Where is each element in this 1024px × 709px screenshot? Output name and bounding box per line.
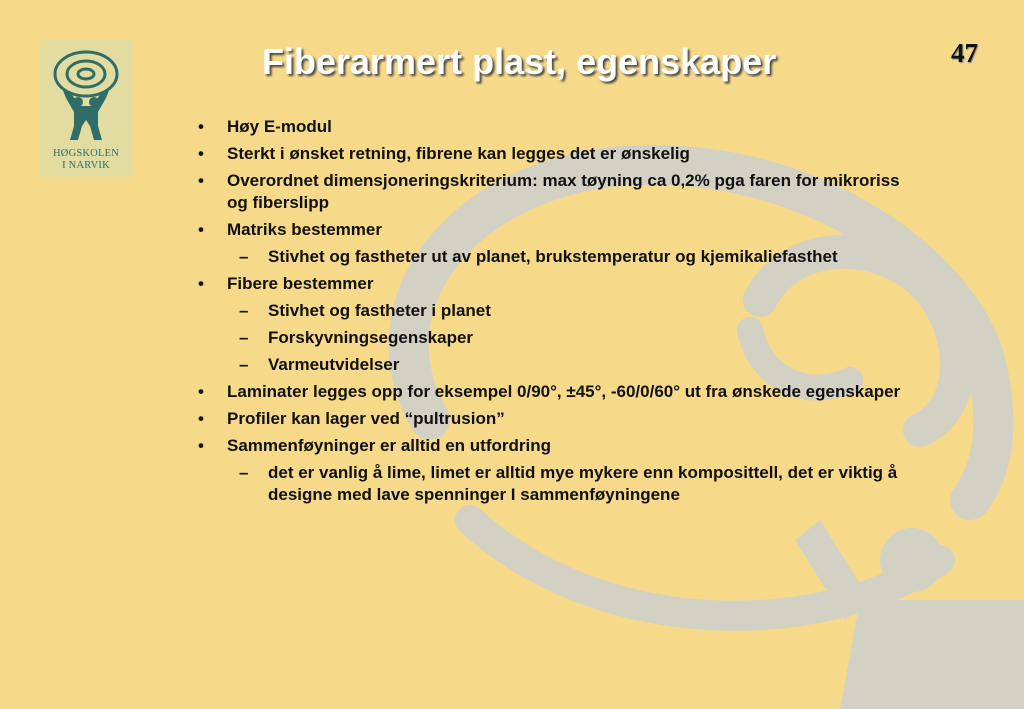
bullet-item [192, 143, 952, 165]
page-number: 47 [951, 38, 978, 68]
dash-marker: – [239, 355, 249, 374]
dash-marker: – [239, 247, 249, 266]
bullet-marker: • [198, 171, 204, 190]
bullet-text: Profiler kan lager ved “pultrusion” [227, 409, 505, 428]
bullet-item [192, 219, 952, 241]
bullet-text: Stivhet og fastheter i planet [268, 301, 491, 320]
bullet-text: Høy E-modul [227, 117, 332, 136]
bullet-marker: • [198, 436, 204, 455]
logo-text-line2: I NARVIK [62, 160, 110, 171]
bullet-marker: • [198, 220, 204, 239]
bullet-text: Laminater legges opp for eksempel 0/90°, ±45°, -60/0/60° ut fra ønskede egenskaper [227, 382, 901, 401]
bullet-list [192, 116, 952, 511]
sub-bullet-item [192, 300, 952, 322]
bullet-item [192, 408, 952, 430]
bullet-text: Sterkt i ønsket retning, fibrene kan legges det er ønskelig [227, 144, 690, 163]
bullet-item [192, 273, 952, 295]
sub-bullet-item [192, 246, 952, 268]
bullet-text: Varmeutvidelser [268, 355, 400, 374]
bullet-text: Fibere bestemmer [227, 274, 374, 293]
bullet-text: Matriks bestemmer [227, 220, 382, 239]
bullet-text: Forskyvningsegenskaper [268, 328, 474, 347]
bullet-marker: • [198, 144, 204, 163]
logo-text-line1: HØGSKOLEN [53, 148, 119, 159]
bullet-text: Sammenføyninger er alltid en utfordring [227, 436, 551, 455]
sub-bullet-item [192, 327, 952, 349]
sub-bullet-item [192, 354, 952, 376]
dash-marker: – [239, 328, 249, 347]
bullet-marker: • [198, 274, 204, 293]
bullet-item [192, 170, 952, 214]
bullet-item [192, 435, 952, 457]
bullet-text: Overordnet dimensjoneringskriterium: max tøyning ca 0,2% pga faren for mikroriss og fiberslipp [227, 171, 900, 212]
dash-marker: – [239, 301, 249, 320]
bullet-text: Stivhet og fastheter ut av planet, brukstemperatur og kjemikaliefasthet [268, 247, 838, 266]
bullet-marker: • [198, 382, 204, 401]
school-logo [40, 40, 132, 177]
bullet-item [192, 116, 952, 138]
dash-marker: – [239, 463, 249, 482]
bullet-marker: • [198, 409, 204, 428]
bullet-text: det er vanlig å lime, limet er alltid mye mykere enn komposittell, det er viktig å designe med lave spenninger I sammenføyningene [268, 463, 898, 504]
atlas-figure-icon [40, 40, 132, 148]
bullet-item [192, 381, 952, 403]
slide-title: Fiberarmert plast, egenskaper [262, 41, 777, 82]
bullet-marker: • [198, 117, 204, 136]
sub-bullet-item [192, 462, 952, 506]
